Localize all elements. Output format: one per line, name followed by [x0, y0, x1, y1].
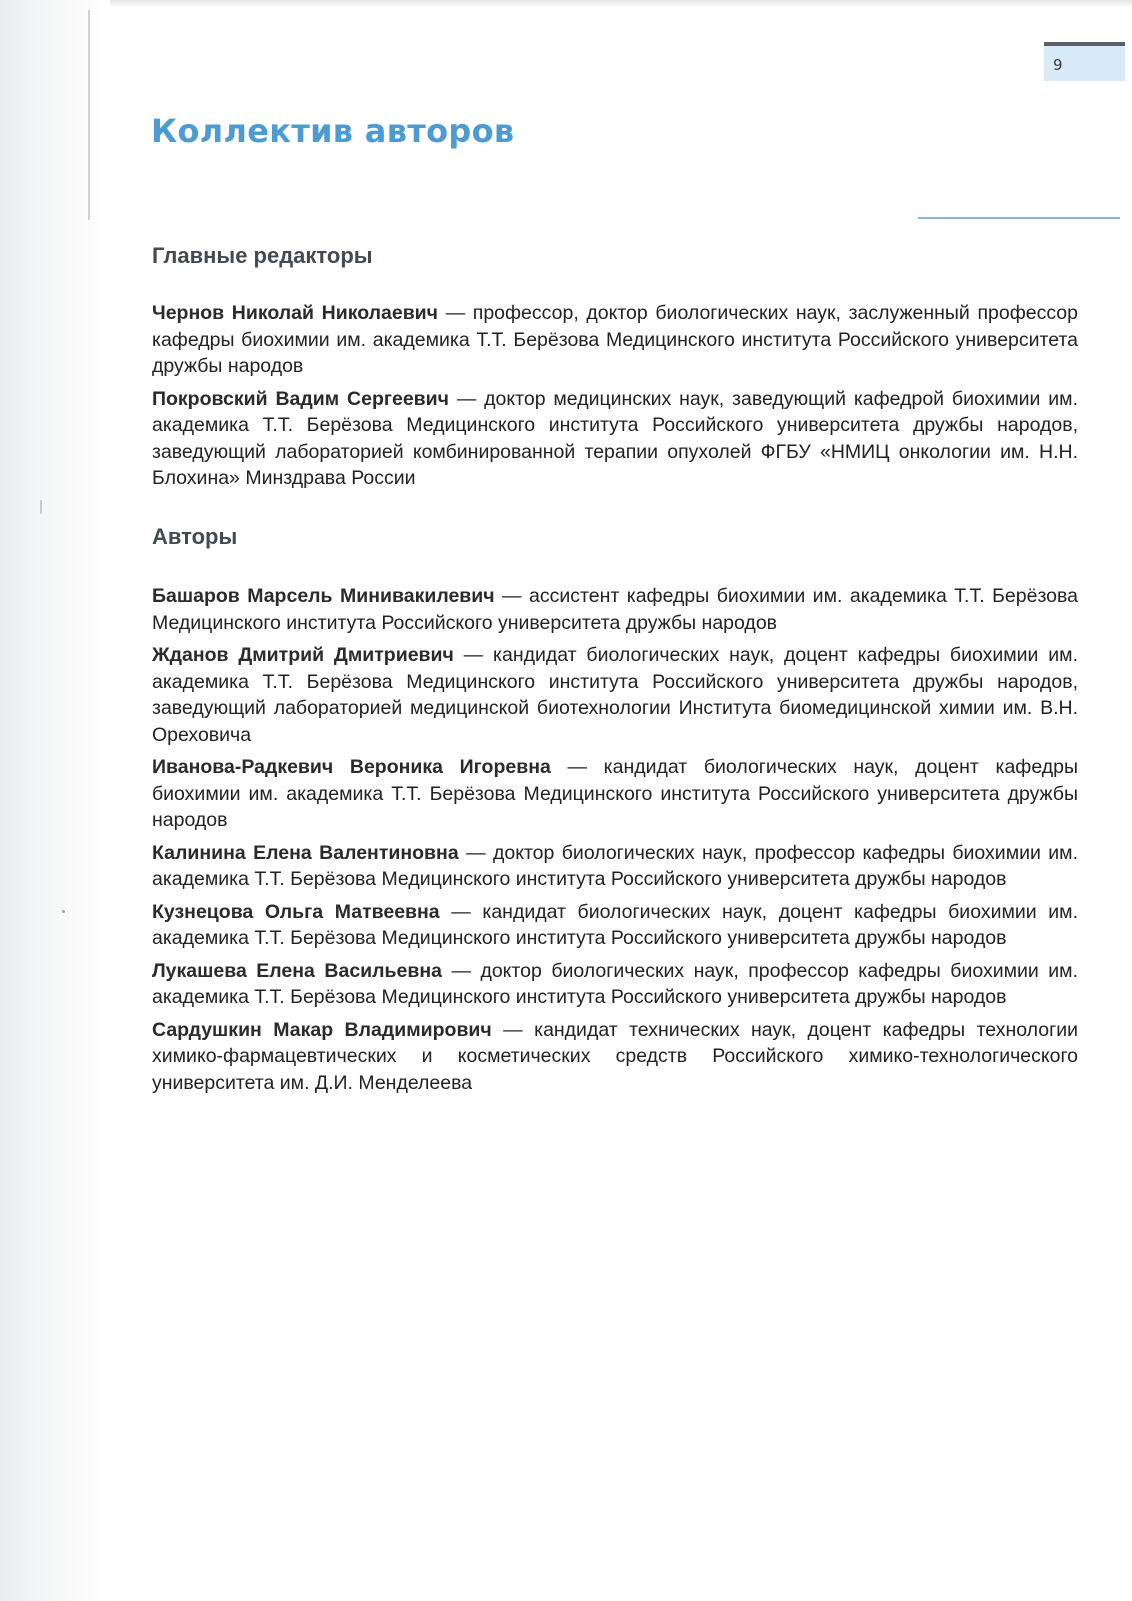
- author-description: — кандидат биологических наук, доцент кафедры биохимии им. академика Т.Т. Берёзова Медицинского института Российского университета дружбы народов: [152, 900, 1078, 949]
- author-name: Иванова-Радкевич Вероника Игоревна: [152, 756, 551, 778]
- editor-name: Покровский Вадим Сергеевич: [152, 387, 449, 410]
- section-heading-editors: Главные редакторы: [152, 243, 373, 268]
- author-entry: [152, 642, 1078, 748]
- author-description: — кандидат биологических наук, доцент кафедры биохимии им. академика Т.Т. Берёзова Медицинского института Российского университета дружбы народов: [152, 756, 1079, 831]
- author-entry: [152, 840, 1078, 893]
- editor-description: — доктор медицинских наук, заведующий кафедрой биохимии им. академика Т.Т. Берёзова Медицинского института Российского университета дружбы народов, заведующий лабораторией комбинированной терапии опухолей ФГБУ «НМИЦ онкологии им. Н.Н. Блохина» Минздрава России: [152, 387, 1079, 489]
- author-entry: [152, 754, 1078, 834]
- scan-binding-line: [88, 10, 90, 220]
- editor-description: — профессор, доктор биологических наук, заслуженный профессор кафедры биохимии им. академика Т.Т. Берёзова Медицинского института Российского университета дружбы народов: [152, 302, 1078, 377]
- scan-top-shadow: [0, 0, 1132, 8]
- scan-left-shadow: [0, 0, 110, 1601]
- author-description: — кандидат технических наук, доцент кафедры технологии химико-фармацевтических и косметических средств Российского химико-технологического университета им. Д.И. Менделеева: [152, 1018, 1078, 1094]
- author-entry: [152, 958, 1078, 1011]
- author-description: — доктор биологических наук, профессор кафедры биохимии им. академика Т.Т. Берёзова Медицинского института Российского университета дружбы народов: [152, 841, 1079, 890]
- page-title: Коллектив авторов: [151, 112, 515, 150]
- section-heading-authors: Авторы: [152, 524, 238, 549]
- author-name: Кузнецова Ольга Матвеевна: [152, 900, 440, 923]
- author-entry: [152, 583, 1078, 636]
- author-description: — доктор биологических наук, профессор кафедры биохимии им. академика Т.Т. Берёзова Медицинского института Российского университета дружбы народов: [152, 959, 1078, 1008]
- author-description: — ассистент кафедры биохимии им. академика Т.Т. Берёзова Медицинского института Российского университета дружбы народов: [152, 585, 1078, 634]
- scan-speck: [40, 500, 42, 514]
- author-description: — кандидат биологических наук, доцент кафедры биохимии им. академика Т.Т. Берёзова Медицинского института Российского университета дружбы народов, заведующий лабораторией медицинской биотехнологии Института биомедицинской химии им. В.Н. Ореховича: [152, 644, 1078, 746]
- author-entry: [152, 899, 1078, 952]
- page-number: 9: [1053, 56, 1063, 74]
- author-name: Лукашева Елена Васильевна: [152, 959, 442, 982]
- title-rule: [918, 217, 1120, 219]
- editor-entry: [152, 300, 1078, 380]
- author-name: Жданов Дмитрий Дмитриевич: [152, 644, 454, 666]
- editor-name: Чернов Николай Николаевич: [152, 302, 438, 324]
- scan-speck: [62, 910, 65, 913]
- author-name: Сардушкин Макар Владимирович: [152, 1018, 492, 1041]
- author-entry: [152, 1017, 1078, 1097]
- authors-list: [152, 583, 1078, 1102]
- author-name: Башаров Марсель Минивакилевич: [152, 585, 495, 607]
- editor-entry: [152, 386, 1078, 492]
- editors-list: [152, 300, 1078, 498]
- page-number-tab: [1044, 42, 1125, 81]
- author-name: Калинина Елена Валентиновна: [152, 841, 459, 864]
